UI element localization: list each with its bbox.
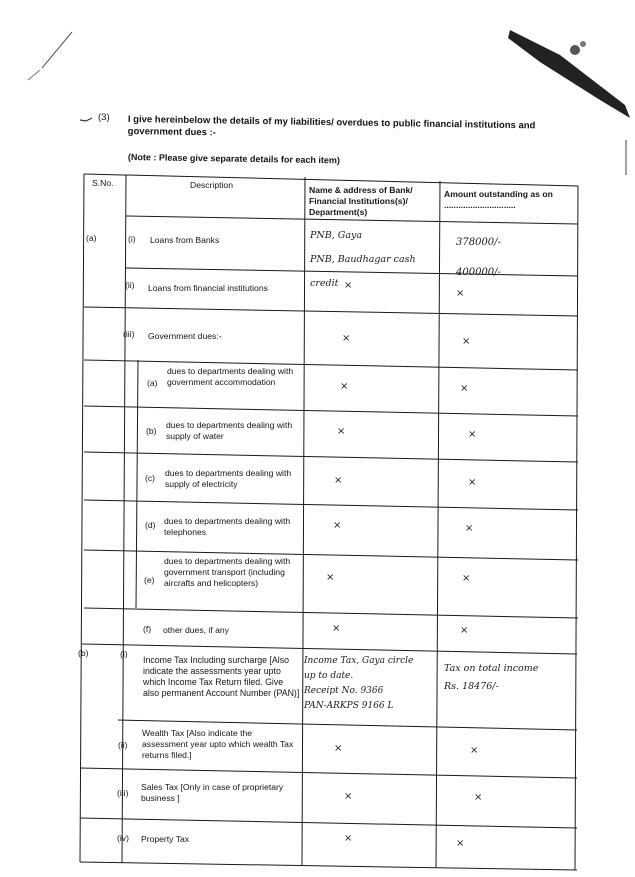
row-desc: Loans from Banks xyxy=(150,235,220,245)
row-desc: Loans from financial institutions xyxy=(148,283,268,293)
row-sub: (d) xyxy=(145,520,156,530)
row-name-mark: × xyxy=(326,572,335,583)
row-amount-mark: × xyxy=(456,288,465,299)
row-sub: (iii) xyxy=(123,329,135,339)
row-amount-mark: × xyxy=(465,523,474,534)
row-name-mark: × xyxy=(342,333,351,344)
row-amount-mark: × xyxy=(470,745,479,756)
row-name-mark: × xyxy=(344,833,353,844)
row-amount: 378000/- 400000/- xyxy=(456,237,501,278)
row-sub: (c) xyxy=(145,473,156,483)
row-name-mark: × xyxy=(344,791,353,802)
row-amount-mark: × xyxy=(468,429,477,440)
intro-text: I give hereinbelow the details of my liabilities/ overdues to public financial institutions and government dues :- xyxy=(127,114,536,139)
row-desc: dues to departments dealing with supply of water xyxy=(166,420,293,441)
row-desc: Wealth Tax [Also indicate the assessment year upto which wealth Tax returns filed.] xyxy=(142,728,294,760)
row-desc: dues to departments dealing with supply of electricity xyxy=(165,468,292,489)
row-name-mark: × xyxy=(344,280,353,291)
row-name-mark: × xyxy=(334,743,343,754)
row-sub: (ii) xyxy=(125,280,135,290)
row-amount-mark: × xyxy=(462,573,471,584)
row-sub: (i) xyxy=(120,649,128,659)
row-name-mark: × xyxy=(334,475,343,486)
row-sub: (iii) xyxy=(117,788,129,798)
header-amount-outstanding: Amount outstanding as on .............................. xyxy=(444,189,553,210)
row-name-mark: × xyxy=(337,426,346,437)
row-desc: dues to departments dealing with government transport (including aircrafts and helicopters) xyxy=(164,556,291,588)
header-description: Description xyxy=(190,180,233,190)
note-text: (Note : Please give separate details for each item) xyxy=(127,152,341,166)
row-name-mark: × xyxy=(333,520,342,531)
row-name: PNB, Gaya PNB, Baudhagar cash credit xyxy=(310,230,416,289)
row-sno: (b) xyxy=(78,648,89,658)
row-amount-mark: × xyxy=(462,336,471,347)
row-sub: (iv) xyxy=(117,833,129,843)
row-desc: dues to departments dealing with telephones xyxy=(164,516,291,537)
row-sub: (e) xyxy=(144,575,155,585)
row-sub: (i) xyxy=(128,234,136,244)
row-amount: Tax on total income Rs. 18476/- xyxy=(444,663,539,692)
row-desc: other dues, if any xyxy=(163,625,229,635)
row-desc: Property Tax xyxy=(141,834,190,844)
row-name-mark: × xyxy=(332,623,341,634)
row-amount-mark: × xyxy=(456,838,465,849)
header-sno: S.No. xyxy=(92,178,114,188)
row-amount-mark: × xyxy=(460,383,469,394)
row-desc: Sales Tax [Only in case of proprietary business ] xyxy=(141,782,284,803)
row-name: Income Tax, Gaya circle up to date. Receipt No. 9366 PAN-ARKPS 9166 L xyxy=(304,656,414,711)
row-sub: (ii) xyxy=(118,740,128,750)
header-name-address: Name & address of Bank/ Financial Institutions(s)/ Department(s) xyxy=(309,185,413,217)
row-desc: Government dues:- xyxy=(148,331,222,341)
row-sub: (a) xyxy=(147,378,158,388)
row-sub: (f) xyxy=(143,624,152,634)
row-sub: (b) xyxy=(146,426,157,436)
row-amount-mark: × xyxy=(474,792,483,803)
row-amount-mark: × xyxy=(468,477,477,488)
row-sno: (a) xyxy=(86,233,97,243)
row-name-mark: × xyxy=(340,381,349,392)
row-desc: dues to departments dealing with government accommodation xyxy=(167,366,294,387)
section-number: (3) xyxy=(98,112,110,123)
row-amount-mark: × xyxy=(460,625,469,636)
row-desc: Income Tax Including surcharge [Also indicate the assessments year upto which Income Tax Return filed. Give also permanent Account Number (PAN)] xyxy=(143,655,300,698)
